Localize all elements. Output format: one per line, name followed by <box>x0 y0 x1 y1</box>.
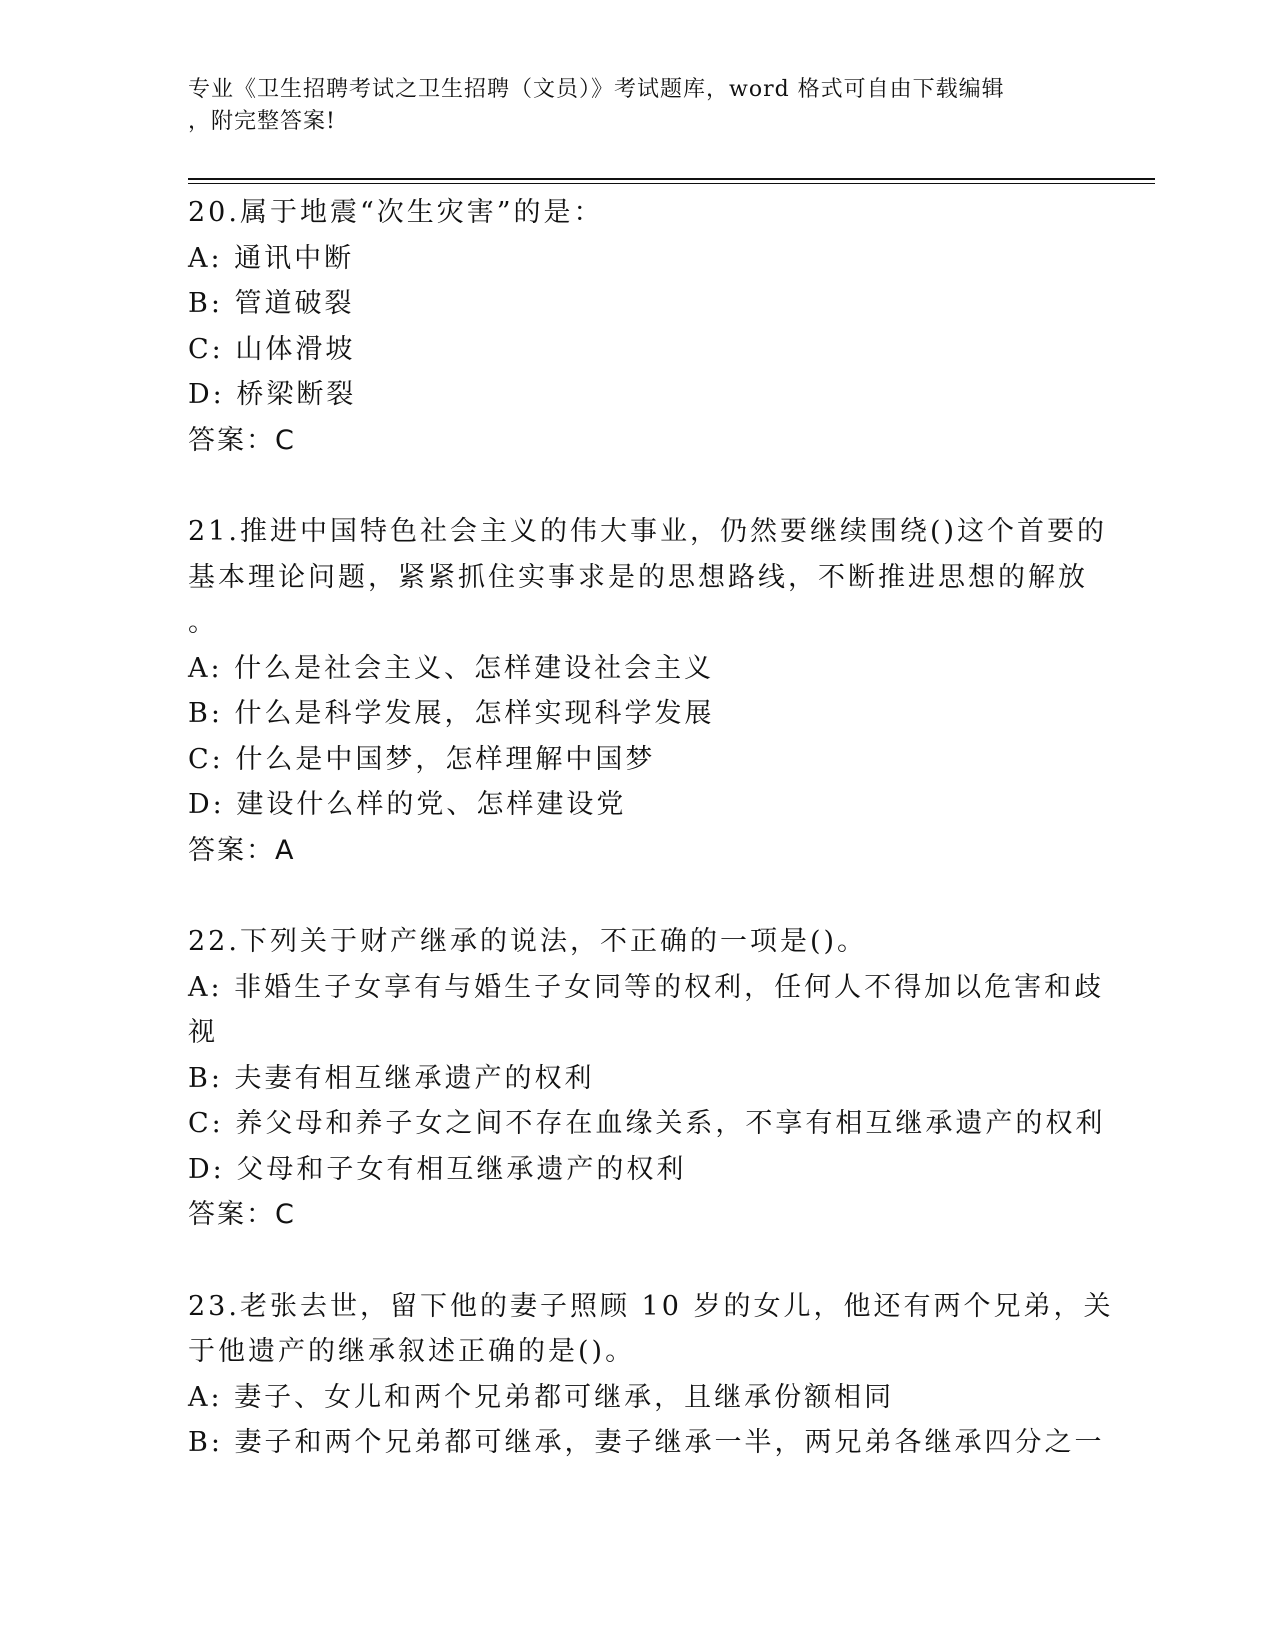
question-spacer <box>188 1238 1088 1284</box>
option-b: B: 管道破裂 <box>188 288 355 319</box>
header-divider-thin <box>188 183 1155 184</box>
option-b: B: 妻子和两个兄弟都可继承，妻子继承一半，两兄弟各继承四分之一 <box>188 1427 1105 1458</box>
header-divider-thick <box>188 178 1155 180</box>
option-b: B: 什么是科学发展，怎样实现科学发展 <box>188 698 715 729</box>
question-22 <box>188 919 1106 1238</box>
option-a-line-1: A: 非婚生子女享有与婚生子女同等的权利，任何人不得加以危害和歧 <box>188 971 1105 1003</box>
question-spacer <box>188 463 1088 509</box>
question-20 <box>188 190 1088 463</box>
option-d: D: 桥梁断裂 <box>188 379 357 410</box>
header-title-line-1: 专业《卫生招聘考试之卫生招聘（文员）》考试题库，word 格式可自由下载编辑 <box>188 77 1005 102</box>
option-c: C: 什么是中国梦，怎样理解中国梦 <box>188 743 656 775</box>
question-spacer <box>188 873 1088 919</box>
question-stem-line-2: 于他遗产的继承叙述正确的是()。 <box>188 1336 636 1367</box>
answer-line: 答案：A <box>188 834 296 866</box>
question-list <box>188 190 1114 1466</box>
header-title-line-2: ，附完整答案! <box>188 109 336 134</box>
option-a: A: 通讯中断 <box>188 242 355 274</box>
option-a-line-2: 视 <box>188 1017 218 1048</box>
option-c: C: 山体滑坡 <box>188 333 356 365</box>
question-21 <box>188 509 1108 873</box>
option-a: A: 妻子、女儿和两个兄弟都可继承，且继承份额相同 <box>188 1381 895 1413</box>
question-stem: 20.属于地震“次生灾害”的是： <box>188 197 604 228</box>
question-stem-line-1: 21.推进中国特色社会主义的伟大事业，仍然要继续围绕()这个首要的 <box>188 516 1108 547</box>
question-stem: 22.下列关于财产继承的说法，不正确的一项是()。 <box>188 926 868 957</box>
option-d: D: 父母和子女有相互继承遗产的权利 <box>188 1153 687 1185</box>
question-stem-line-3: 。 <box>188 607 218 638</box>
option-d: D: 建设什么样的党、怎样建设党 <box>188 789 627 820</box>
option-a: A: 什么是社会主义、怎样建设社会主义 <box>188 652 715 684</box>
answer-line: 答案：C <box>188 424 296 456</box>
option-c: C: 养父母和养子女之间不存在血缘关系，不享有相互继承遗产的权利 <box>188 1108 1106 1139</box>
question-stem-line-2: 基本理论问题，紧紧抓住实事求是的思想路线，不断推进思想的解放 <box>188 561 1088 593</box>
option-b: B: 夫妻有相互继承遗产的权利 <box>188 1062 595 1094</box>
document-header <box>188 74 1068 138</box>
question-stem-line-1: 23.老张去世，留下他的妻子照顾 10 岁的女儿，他还有两个兄弟，关 <box>188 1290 1114 1322</box>
answer-line: 答案：C <box>188 1199 296 1230</box>
question-23 <box>188 1284 1114 1466</box>
